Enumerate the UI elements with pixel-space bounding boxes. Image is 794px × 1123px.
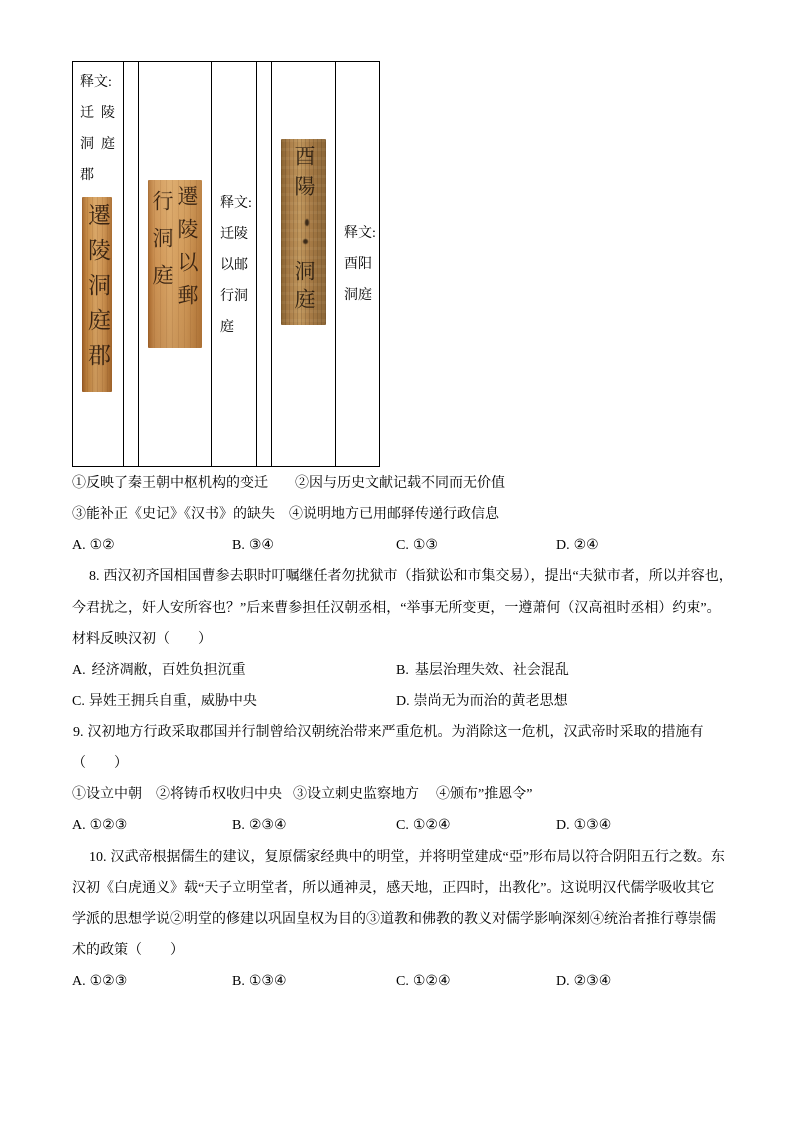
transcription-line: 洞庭: [344, 288, 372, 303]
table-cell-spacer: [124, 62, 139, 466]
q7-option-d: [556, 530, 599, 561]
q7-option-b: [232, 530, 274, 561]
option-text: 经济凋敝，百姓负担沉重: [91, 662, 246, 678]
q7-statement-row: [72, 468, 762, 499]
option-label: A.: [72, 662, 86, 678]
q7-option-c: [396, 530, 438, 561]
answer-blank: （ ）: [72, 756, 128, 772]
stem-text: 学派的思想学说②明堂的修建以巩固皇权为目的③道教和佛教的教义对儒学影响深刻④统治者推行尊崇儒: [72, 911, 716, 927]
question-text: [72, 468, 762, 997]
table-cell-transcription-3: [336, 62, 379, 466]
q9-statement-3: ③设立刺史监察地方: [293, 787, 419, 803]
option-text: ①③④: [573, 818, 612, 834]
option-label: C.: [72, 693, 85, 709]
q8-stem-line: [72, 561, 762, 592]
bamboo-slip-photo-2: [148, 180, 202, 348]
q7-statement-1: ①反映了秦王朝中枢机构的变迁: [72, 476, 268, 491]
q10-option-a: [72, 966, 127, 997]
table-cell-slip-2: [139, 62, 212, 466]
q10-option-d: [556, 966, 611, 997]
slip-lettering-left-column: 行洞庭: [150, 190, 174, 301]
option-label: D.: [556, 974, 570, 989]
q8-stem-first: [89, 561, 733, 592]
transcription-line: 行洞: [220, 289, 248, 304]
option-label: D.: [396, 693, 410, 709]
stem-text: 汉初地方行政采取郡国并行制曾给汉朝统治带来严重危机。为消除这一危机，汉武帝时采取的措施有: [87, 725, 704, 740]
table-cell-spacer: [257, 62, 272, 466]
stem-text: 西汉初齐国相国曹参去职时叮嘱继任者勿扰狱市（指狱讼和市集交易），提出“夫狱市者，所以并容也，: [103, 569, 733, 585]
bamboo-slip-photo-3: [281, 139, 326, 325]
q8-option-c: [72, 686, 257, 717]
q9-stem-first: [73, 717, 704, 748]
q9-option-c: [396, 810, 451, 841]
question-number: 10.: [89, 849, 107, 865]
transcription-line: 郡: [80, 168, 101, 183]
stem-text: 材料反映汉初（ ）: [72, 631, 212, 647]
option-label: C.: [396, 538, 409, 554]
q8-option-b: [396, 655, 569, 686]
transcription-line: 酉阳: [344, 257, 372, 272]
option-label: B.: [232, 538, 245, 554]
option-label: D.: [556, 818, 570, 834]
q10-stem-line: [72, 904, 762, 935]
q9-options: [72, 810, 762, 841]
option-text: 崇尚无为而治的黄老思想: [413, 693, 568, 709]
option-text: ②④: [573, 538, 599, 554]
transcription-line: 庭: [220, 320, 234, 335]
q9-option-a: [72, 810, 127, 841]
option-text: ①③④: [248, 974, 287, 989]
q7-statement-row: [72, 499, 762, 530]
transcription-slip-2: [220, 188, 252, 343]
transcription-line: 以邮: [220, 258, 248, 273]
option-text: ①②④: [412, 974, 451, 989]
table-cell-slip-1: [73, 62, 124, 466]
stem-text: 术的政策（ ）: [72, 942, 184, 958]
option-label: C.: [396, 818, 409, 834]
bamboo-slip-table: [72, 61, 380, 467]
table-cell-slip-3: [272, 62, 336, 466]
transcription-line: 迁陵: [80, 106, 122, 121]
table-cell-transcription-2: [212, 62, 257, 466]
bamboo-slip-photo-1: [82, 197, 112, 392]
transcription-label: 释文:: [344, 226, 376, 241]
transcription-label: 释文:: [80, 75, 112, 90]
q8-option-a: [72, 655, 246, 686]
q9-option-d: [556, 810, 611, 841]
q10-option-c: [396, 966, 451, 997]
q7-option-a: [72, 530, 115, 561]
q8-option-d: [396, 686, 568, 717]
option-label: A.: [72, 818, 86, 834]
q7-statement-3: ③能补正《史记》《汉书》的缺失: [72, 507, 275, 523]
q8-options-row: [72, 655, 762, 686]
option-label: C.: [396, 974, 409, 989]
q9-statement-2: ②将铸币权收归中央: [156, 787, 282, 803]
option-text: ①②④: [412, 818, 451, 834]
q10-stem-first: [89, 842, 725, 873]
option-text: ①②③: [89, 818, 128, 834]
q7-statement-2: ②因与历史文献记载不同而无价值: [295, 476, 505, 491]
q8-options-row: [72, 686, 762, 717]
q8-stem-line: [72, 624, 762, 655]
q10-stem-line: [72, 873, 762, 904]
stem-text: 汉初《白虎通义》载“天子立明堂者，所以通神灵，感天地，正四时，出教化”。这说明汉代儒学吸收其它: [72, 880, 715, 896]
transcription-label: 释文:: [220, 196, 252, 211]
option-label: B.: [232, 818, 245, 834]
q9-statement-row: [72, 779, 762, 810]
q9-statement-1: ①设立中朝: [72, 787, 142, 803]
slip-lettering-top: 酉陽: [292, 145, 316, 205]
transcription-line: 洞庭: [80, 137, 122, 152]
option-label: B.: [396, 662, 409, 678]
q10-stem-line: [72, 935, 762, 966]
slip-lettering-right-column: 遷陵以郵: [175, 185, 199, 317]
q10-options: [72, 966, 762, 997]
slip-lettering-bottom: 洞庭: [292, 260, 316, 316]
q8-stem-line: [72, 593, 762, 624]
option-text: ①②③: [89, 974, 128, 989]
ink-mark: [303, 239, 308, 244]
option-text: ①②: [89, 538, 115, 554]
question-number: 8.: [89, 569, 100, 585]
transcription-slip-1: [80, 67, 122, 191]
option-text: 基层治理失效、社会混乱: [414, 662, 569, 678]
question-number: 9.: [73, 725, 84, 740]
q7-options: [72, 530, 762, 561]
option-text: ②③④: [248, 818, 287, 834]
option-text: ③④: [248, 538, 274, 554]
q10-option-b: [232, 966, 287, 997]
q9-option-b: [232, 810, 287, 841]
q10-stem-line: [72, 842, 762, 873]
option-text: ②③④: [573, 974, 612, 989]
q9-stem-line: [72, 717, 762, 748]
slip-lettering: 遷陵洞庭郡: [84, 203, 110, 378]
option-label: B.: [232, 974, 245, 989]
q9-stem-line: [72, 748, 762, 779]
option-text: 异姓王拥兵自重，威胁中央: [88, 693, 257, 709]
option-label: D.: [556, 538, 570, 554]
stem-text: 汉武帝根据儒生的建议，复原儒家经典中的明堂，并将明堂建成“亞”形布局以符合阴阳五行之数。东: [110, 849, 725, 865]
stem-text: 今君扰之，奸人安所容也？”后来曹参担任汉朝丞相，“举事无所变更，一遵萧何（汉高祖时丞相）约束”。: [72, 600, 721, 616]
option-label: A.: [72, 538, 86, 554]
transcription-slip-3: [344, 218, 376, 311]
transcription-line: 迁陵: [220, 227, 248, 242]
q7-statement-4: ④说明地方已用邮驿传递行政信息: [289, 507, 499, 523]
q9-statement-4: ④颁布”推恩令”: [436, 787, 533, 803]
option-label: A.: [72, 974, 86, 989]
ink-mark: [305, 219, 309, 226]
option-text: ①③: [412, 538, 438, 554]
